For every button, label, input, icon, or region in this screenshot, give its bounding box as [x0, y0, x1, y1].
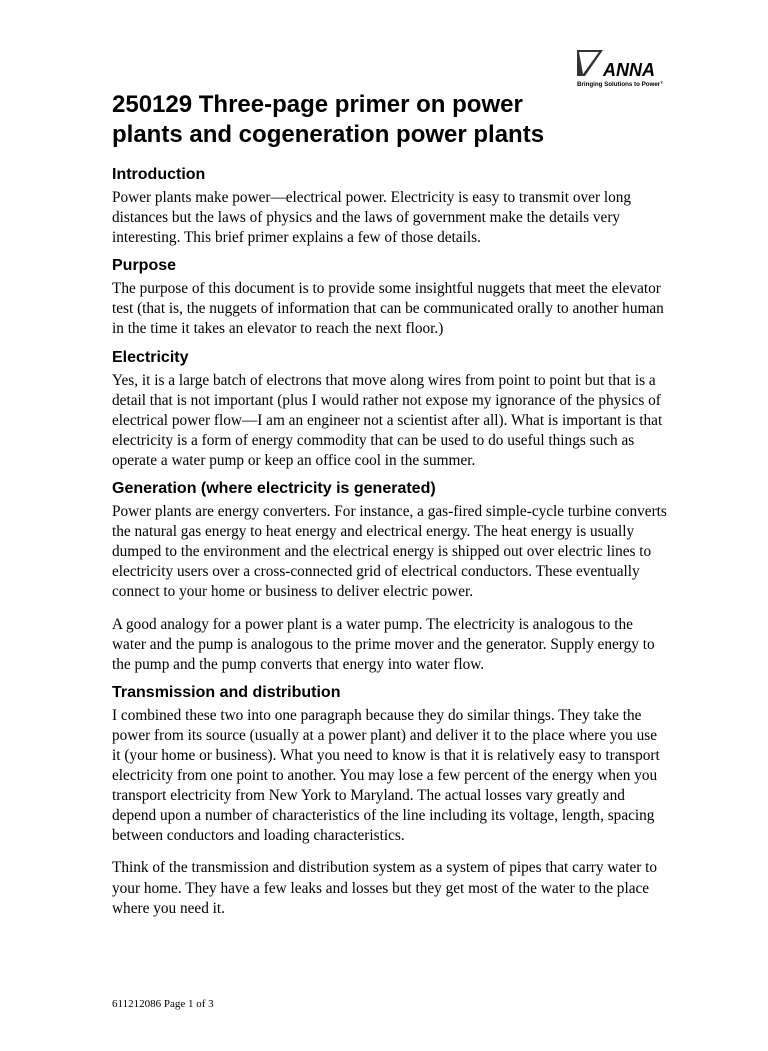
heading-generation: Generation (where electricity is generated): [112, 480, 436, 498]
page-footer: 611212086 Page 1 of 3: [112, 997, 214, 1010]
paragraph: A good analogy for a power plant is a water pump. The electricity is analogous to the water and the pump is analogous to the prime mover and the generator. Supply energy to the pump and the pump converts that energy into water flow.: [112, 615, 655, 673]
paragraph: I combined these two into one paragraph because they do similar things. They take the power from its source (usually at a power plant) and deliver it to the place where you use it (your home or business). What you need to know is that it is relatively easy to transport electricity from one point to another. You may lose a few percent of the energy when you transport electricity from New York to Maryland. The actual losses vary greatly and depend upon a number of characteristics of the line including its voltage, length, spacing between conductors and loading characteristics.: [112, 706, 660, 845]
paragraph: The purpose of this document is to provide some insightful nuggets that meet the elevator test (that is, the nuggets of information that can be communicated orally to another human in the time it takes an elevator to reach the next floor.): [112, 280, 664, 338]
paragraph: Think of the transmission and distribution system as a system of pipes that carry water to your home. They have a few leaks and losses but they get most of the water to the place where you need it.: [112, 859, 658, 917]
paragraph: Yes, it is a large batch of electrons that move along wires from point to point but that is a detail that is not important (plus I would rather not expose my ignorance of the physics of electrical power flow—I am an engineer not a scientist after all). What is important is that electricity is a form of energy commodity that can be used to do useful things such as operate a water pump or keep an office cool in the summer.: [112, 371, 663, 469]
heading-purpose: Purpose: [112, 257, 177, 275]
svg-text:ANNA: ANNA: [603, 60, 655, 80]
svg-text:Bringing Solutions to Power™: Bringing Solutions to Power™: [577, 81, 663, 88]
document-title: 250129 Three-page primer on power plants and cogeneration power plants: [112, 91, 545, 148]
heading-electricity: Electricity: [112, 348, 189, 366]
heading-transmission: Transmission and distribution: [112, 683, 341, 701]
heading-introduction: Introduction: [112, 166, 206, 183]
paragraph: Power plants make power—electrical power. Electricity is easy to transmit over long distances but the laws of physics and the laws of government make the details very interesting. This brief primer explains a few of those details.: [112, 189, 632, 247]
paragraph: Power plants are energy converters. For instance, a gas-fired simple-cycle turbine converts the natural gas energy to heat energy and electrical energy. The heat energy is usually dumped to the environment and the electrical energy is shipped out over electric lines to electricity users over a cross-connected grid of electrical conductors. These eventually connect to your home or business to deliver electric power.: [112, 503, 667, 601]
